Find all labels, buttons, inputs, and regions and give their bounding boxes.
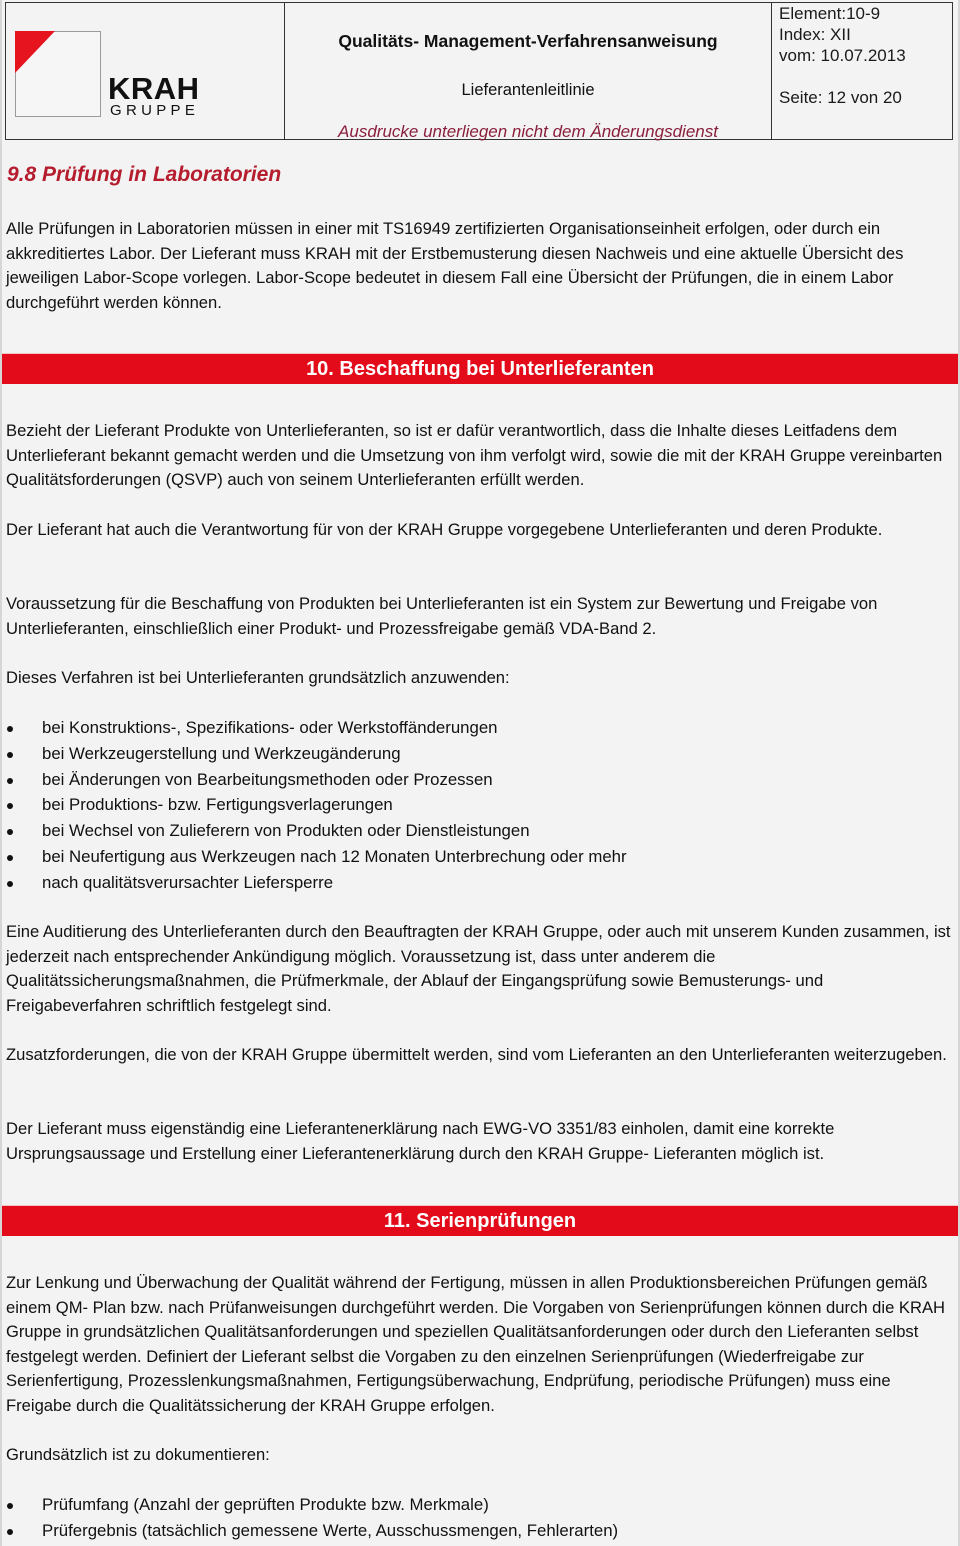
section-11-paragraph-2: Grundsätzlich ist zu dokumentieren: <box>6 1445 270 1464</box>
document-header <box>5 2 953 140</box>
date-label: vom: 10.07.2013 <box>779 46 906 65</box>
section-11-paragraph-1: Zur Lenkung und Überwachung der Qualität während der Fertigung, müssen in allen Produktionsbereichen Prüfungen gemäß einem QM- Plan bzw. nach Prüfanweisungen durchgeführt werden. Die Vorgaben von Serienprüfungen können durch die KRAH Gruppe in grundsätzlichen Qualitätsanforderungen und speziellen Qualitätsanforderungen oder durch den Lieferanten selbst festgelegt werden. Definiert der Lieferant selbst die Vorgaben zu den einzelnen Serienprüfungen (Wiederfreigabe zur Serienfertigung, Prozesslenkungsmaßnahmen, Fertigungsüberwachung, Endprüfung, periodische Prüfungen) muss eine Freigabe durch die Qualitätssicherung der KRAH Gruppe erfolgen. <box>6 1273 946 1415</box>
list-item: bei Änderungen von Bearbeitungsmethoden oder Prozessen <box>6 767 627 793</box>
bullet-icon <box>7 752 13 758</box>
element-id: Element:10-9 <box>779 4 881 23</box>
section-10-paragraph-5: Eine Auditierung des Unterlieferanten durch den Beauftragten der KRAH Gruppe, oder auch mit unserem Kunden zusammen, ist jederzeit nach entsprechender Ankündigung möglich. Voraussetzung ist, dass unter anderem die Qualitätssicherungsmaßnahmen, die Prüfmerkmale, der Ablauf der Eingangsprüfung sowie Bemusterungs- und Freigabeverfahren schriftlich festgelegt sind. <box>6 922 951 1015</box>
section-9-8-paragraph: Alle Prüfungen in Laboratorien müssen in einer mit TS16949 zertifizierten Organisationseinheit erfolgen, oder durch ein akkreditiertes Labor. Der Lieferant muss KRAH mit der Erstbemusterung diesen Nachweis und eine aktuelle Übersicht des jeweiligen Labor-Scope vorlegen. Labor-Scope bedeutet in diesem Fall eine Übersicht der Prüfungen, die in einem Labor durchgeführt werden können. <box>6 219 904 312</box>
bullet-icon <box>7 803 13 809</box>
section-heading-9-8: 9.8 Prüfung in Laboratorien <box>7 163 282 186</box>
section-10-bullet-list <box>6 715 627 896</box>
document-subtitle: Lieferantenleitlinie <box>461 81 595 99</box>
section-10-paragraph-4: Dieses Verfahren ist bei Unterlieferanten grundsätzlich anzuwenden: <box>6 668 510 687</box>
section-10-paragraph-7: Der Lieferant muss eigenständig eine Lieferantenerklärung nach EWG-VO 3351/83 einholen, damit eine korrekte Ursprungsaussage und Erstellung einer Lieferantenerklärung durch den KRAH Gruppe- Lieferanten möglich ist. <box>6 1119 835 1163</box>
section-10-paragraph-1: Bezieht der Lieferant Produkte von Unterlieferanten, so ist er dafür verantwortlich, dass die Inhalte dieses Leitfadens dem Unterlieferant bekannt gemacht werden und die Umsetzung von ihm verfolgt wird, sowie die mit der KRAH Gruppe vereinbarten Qualitätsforderungen (QSVP) auch von seinem Unterlieferanten erfüllt werden. <box>6 421 943 490</box>
list-item: bei Werkzeugerstellung und Werkzeugänderung <box>6 741 627 767</box>
section-10-paragraph-2: Der Lieferant hat auch die Verantwortung für von der KRAH Gruppe vorgegebene Unterlieferanten und deren Produkte. <box>6 520 883 539</box>
list-item: bei Produktions- bzw. Fertigungsverlagerungen <box>6 792 627 818</box>
bullet-icon <box>7 778 13 784</box>
list-item: nach qualitätsverursachter Liefersperre <box>6 870 627 896</box>
meta-cell <box>772 3 952 139</box>
print-notice: Ausdrucke unterliegen nicht dem Änderungsdienst <box>338 122 718 141</box>
section-10-paragraph-6: Zusatzforderungen, die von der KRAH Gruppe übermittelt werden, sind vom Lieferanten an den Unterlieferanten weiterzugeben. <box>6 1045 947 1064</box>
list-item: bei Neufertigung aus Werkzeugen nach 12 Monaten Unterbrechung oder mehr <box>6 844 627 870</box>
list-item: bei Wechsel von Zulieferern von Produkten oder Dienstleistungen <box>6 818 627 844</box>
bullet-icon <box>7 829 13 835</box>
list-item: Prüfumfang (Anzahl der geprüften Produkte bzw. Merkmale) <box>6 1492 618 1518</box>
bullet-icon <box>7 1503 13 1509</box>
logo-cell <box>6 3 285 139</box>
bullet-icon <box>7 726 13 732</box>
meta-spacer <box>779 66 952 87</box>
index-label: Index: XII <box>779 25 851 44</box>
bullet-icon <box>7 855 13 861</box>
logo-brand: KRAH <box>108 71 200 106</box>
list-item: bei Konstruktions-, Spezifikations- oder Werkstoffänderungen <box>6 715 627 741</box>
logo-subtitle: GRUPPE <box>110 102 200 119</box>
section-11-bullet-list <box>6 1492 618 1544</box>
list-item: Prüfergebnis (tatsächlich gemessene Werte, Ausschussmengen, Fehlerarten) <box>6 1518 618 1544</box>
bullet-icon <box>7 1529 13 1535</box>
section-heading-11: 11. Serienprüfungen <box>2 1205 958 1236</box>
document-title: Qualitäts- Management-Verfahrensanweisung <box>338 31 718 51</box>
section-10-paragraph-3: Voraussetzung für die Beschaffung von Produkten bei Unterlieferanten ist ein System zur Bewertung und Freigabe von Unterlieferanten, einschließlich einer Produkt- und Prozessfreigabe gemäß VDA-Band 2. <box>6 594 878 638</box>
page-number: Seite: 12 von 20 <box>779 88 902 107</box>
bullet-icon <box>7 881 13 887</box>
logo-red-triangle-icon <box>15 31 55 73</box>
section-heading-10: 10. Beschaffung bei Unterlieferanten <box>2 353 958 384</box>
page-edge-left <box>0 0 2 1546</box>
title-cell <box>285 3 772 139</box>
